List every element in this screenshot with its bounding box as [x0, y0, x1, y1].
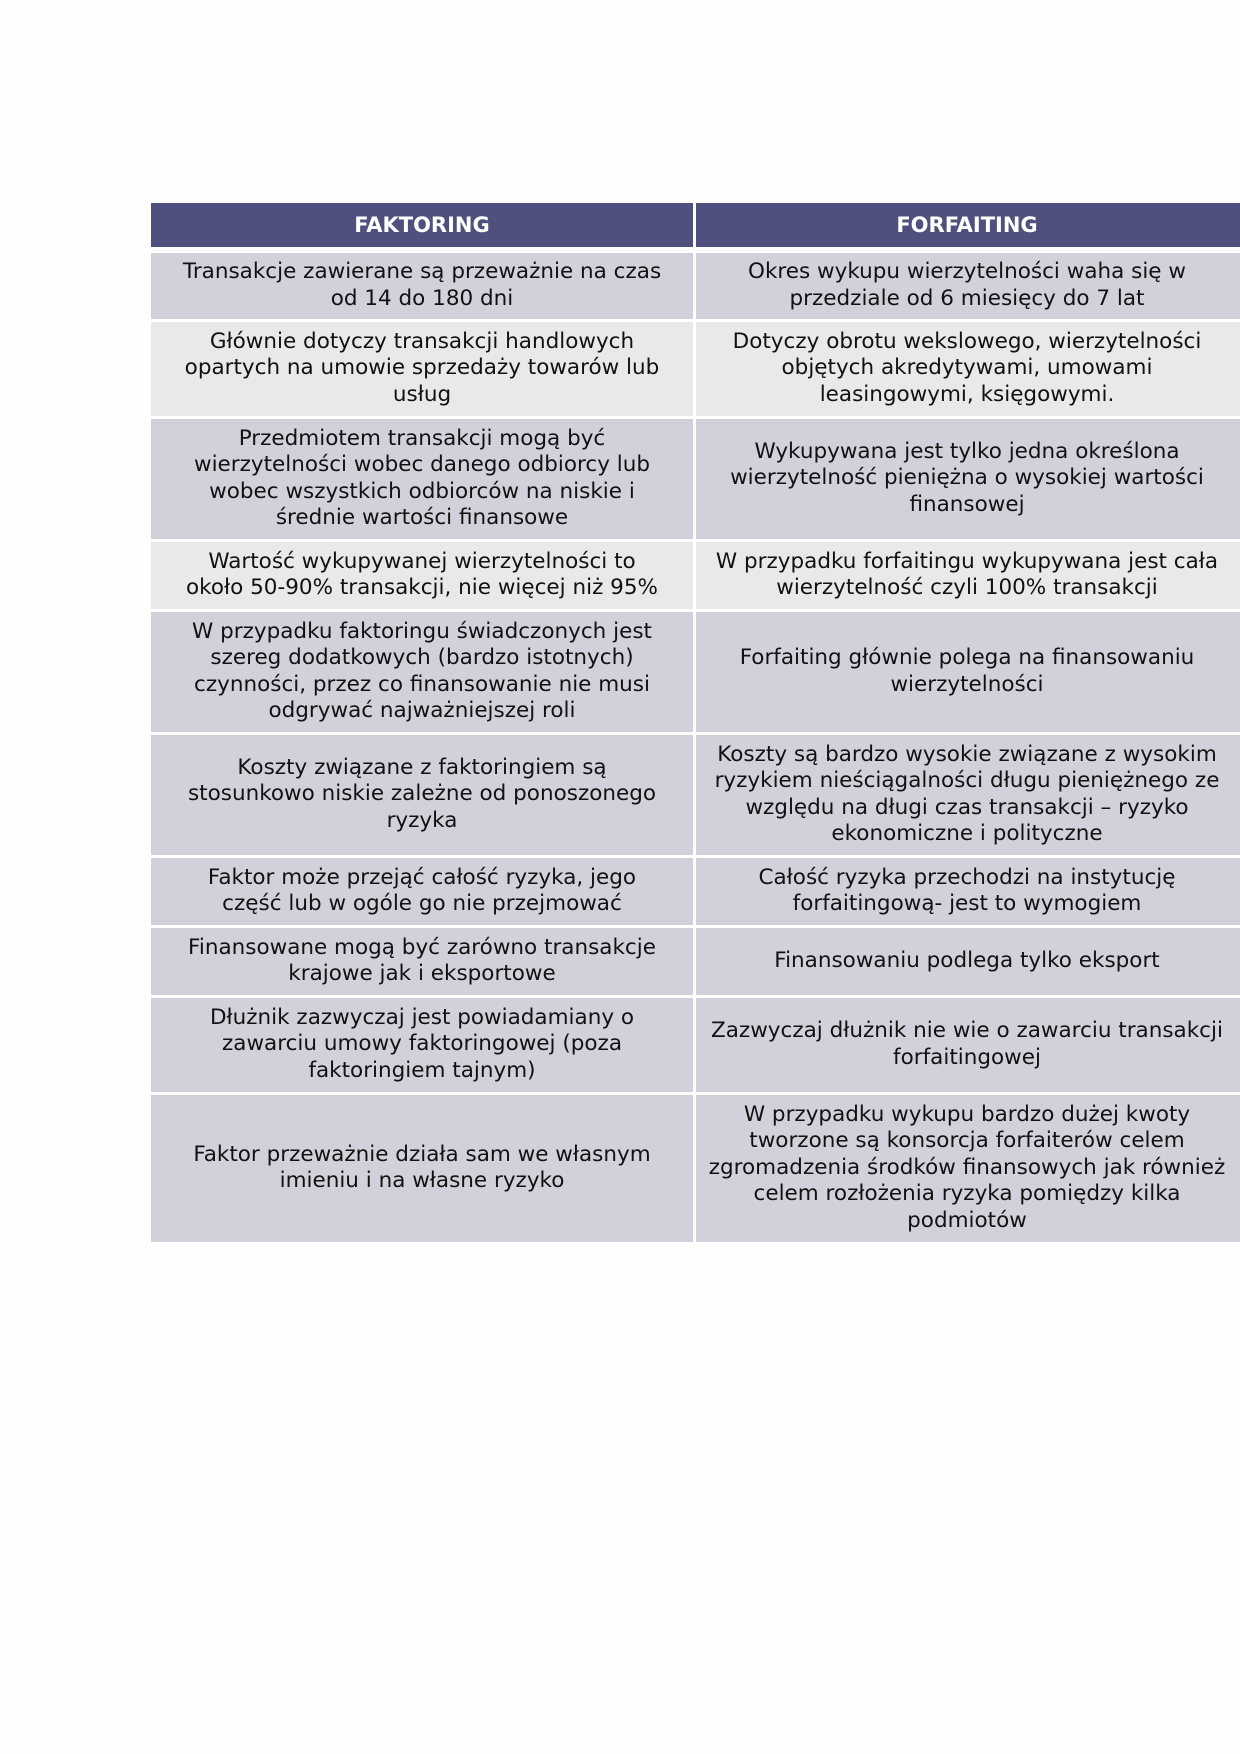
- cell-forfaiting: Finansowaniu podlega tylko eksport: [695, 926, 1240, 996]
- table-row: [150, 996, 1240, 1093]
- table-row: [150, 610, 1240, 733]
- cell-forfaiting: Koszty są bardzo wysokie związane z wysokim ryzykiem nieściągalności długu pieniężnego ze względu na długi czas transakcji – ryzyko ekonomiczne i polityczne: [695, 733, 1240, 856]
- table-row: [150, 733, 1240, 856]
- header-row: [150, 202, 1240, 251]
- cell-faktoring: Faktor przeważnie działa sam we własnym imieniu i na własne ryzyko: [150, 1093, 695, 1243]
- header-faktoring: FAKTORING: [150, 202, 695, 251]
- cell-faktoring: Transakcje zawierane są przeważnie na czas od 14 do 180 dni: [150, 250, 695, 320]
- cell-faktoring: Przedmiotem transakcji mogą być wierzytelności wobec danego odbiorcy lub wobec wszystkich odbiorców na niskie i średnie wartości finansowe: [150, 417, 695, 540]
- cell-forfaiting: Forfaiting głównie polega na finansowaniu wierzytelności: [695, 610, 1240, 733]
- table-row: [150, 926, 1240, 996]
- cell-forfaiting: Dotyczy obrotu wekslowego, wierzytelności objętych akredytywami, umowami leasingowymi, księgowymi.: [695, 320, 1240, 417]
- cell-forfaiting: Zazwyczaj dłużnik nie wie o zawarciu transakcji forfaitingowej: [695, 996, 1240, 1093]
- cell-faktoring: W przypadku faktoringu świadczonych jest szereg dodatkowych (bardzo istotnych) czynności, przez co finansowanie nie musi odgrywać najważniejszej roli: [150, 610, 695, 733]
- table-row: [150, 856, 1240, 926]
- table-row: [150, 540, 1240, 610]
- comparison-table: [148, 200, 1240, 1245]
- header-forfaiting: FORFAITING: [695, 202, 1240, 251]
- cell-faktoring: Finansowane mogą być zarówno transakcje krajowe jak i eksportowe: [150, 926, 695, 996]
- cell-faktoring: Koszty związane z faktoringiem są stosunkowo niskie zależne od ponoszonego ryzyka: [150, 733, 695, 856]
- table-row: [150, 1093, 1240, 1243]
- table-row: [150, 250, 1240, 320]
- table-row: [150, 417, 1240, 540]
- table-row: [150, 320, 1240, 417]
- comparison-table-wrapper: [148, 200, 1240, 1245]
- cell-faktoring: Wartość wykupywanej wierzytelności to około 50-90% transakcji, nie więcej niż 95%: [150, 540, 695, 610]
- cell-forfaiting: W przypadku forfaitingu wykupywana jest cała wierzytelność czyli 100% transakcji: [695, 540, 1240, 610]
- cell-forfaiting: Wykupywana jest tylko jedna określona wierzytelność pieniężna o wysokiej wartości finansowej: [695, 417, 1240, 540]
- cell-faktoring: Faktor może przejąć całość ryzyka, jego część lub w ogóle go nie przejmować: [150, 856, 695, 926]
- cell-faktoring: Dłużnik zazwyczaj jest powiadamiany o zawarciu umowy faktoringowej (poza faktoringiem tajnym): [150, 996, 695, 1093]
- cell-forfaiting: Okres wykupu wierzytelności waha się w przedziale od 6 miesięcy do 7 lat: [695, 250, 1240, 320]
- cell-forfaiting: Całość ryzyka przechodzi na instytucję forfaitingową- jest to wymogiem: [695, 856, 1240, 926]
- cell-forfaiting: W przypadku wykupu bardzo dużej kwoty tworzone są konsorcja forfaiterów celem zgromadzenia środków finansowych jak również celem rozłożenia ryzyka pomiędzy kilka podmiotów: [695, 1093, 1240, 1243]
- cell-faktoring: Głównie dotyczy transakcji handlowych opartych na umowie sprzedaży towarów lub usług: [150, 320, 695, 417]
